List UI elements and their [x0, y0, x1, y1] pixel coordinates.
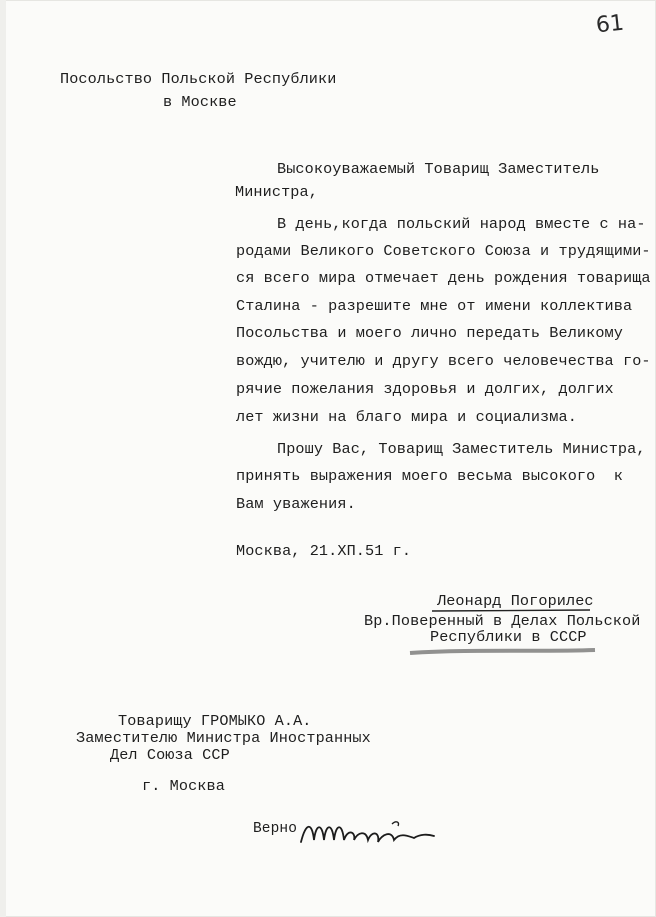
handwritten-page-number: 61 — [594, 10, 626, 39]
body-line: Вам уважения. — [236, 495, 356, 513]
sender-line-1: Посольство Польской Республики — [60, 70, 337, 88]
addressee-line-2: Заместителю Министра Иностранных — [76, 729, 371, 747]
body-line: вождю, учителю и другу всего человечества го- — [236, 352, 651, 370]
date-line: Москва, 21.ХП.51 г. — [236, 542, 412, 560]
body-line: В день,когда польский народ вместе с на- — [277, 215, 646, 233]
body-line: родами Великого Советского Союза и трудящими- — [236, 242, 651, 260]
signatory-title-2: Республики в СССР — [430, 628, 587, 646]
body-line: принять выражения моего весьма высокого к — [236, 467, 623, 485]
body-line: ся всего мира отмечает день рождения товарища — [236, 269, 651, 287]
signatory-name: Леонард Погорилес — [437, 592, 594, 610]
scan-edge — [0, 0, 6, 917]
handwritten-signature — [296, 810, 456, 860]
sender-line-2: в Москве — [163, 93, 237, 111]
salutation-line-1: Высокоуважаемый Товарищ Заместитель — [277, 160, 600, 178]
certified-label: Верно — [253, 821, 298, 837]
body-line: Посольства и моего лично передать Великому — [236, 324, 623, 342]
addressee-line-1: Товарищу ГРОМЫКО А.А. — [118, 712, 312, 730]
addressee-city: г. Москва — [142, 777, 225, 795]
salutation-line-2: Министра, — [235, 183, 318, 201]
body-line: Сталина - разрешите мне от имени коллектива — [236, 297, 633, 315]
body-line: лет жизни на благо мира и социализма. — [236, 408, 577, 426]
addressee-line-3: Дел Союза ССР — [110, 746, 230, 764]
body-line: Прошу Вас, Товарищ Заместитель Министра, — [277, 440, 646, 458]
body-line: рячие пожелания здоровья и долгих, долгих — [236, 380, 614, 398]
signatory-title-1: Вр.Поверенный в Делах Польской — [364, 612, 641, 630]
